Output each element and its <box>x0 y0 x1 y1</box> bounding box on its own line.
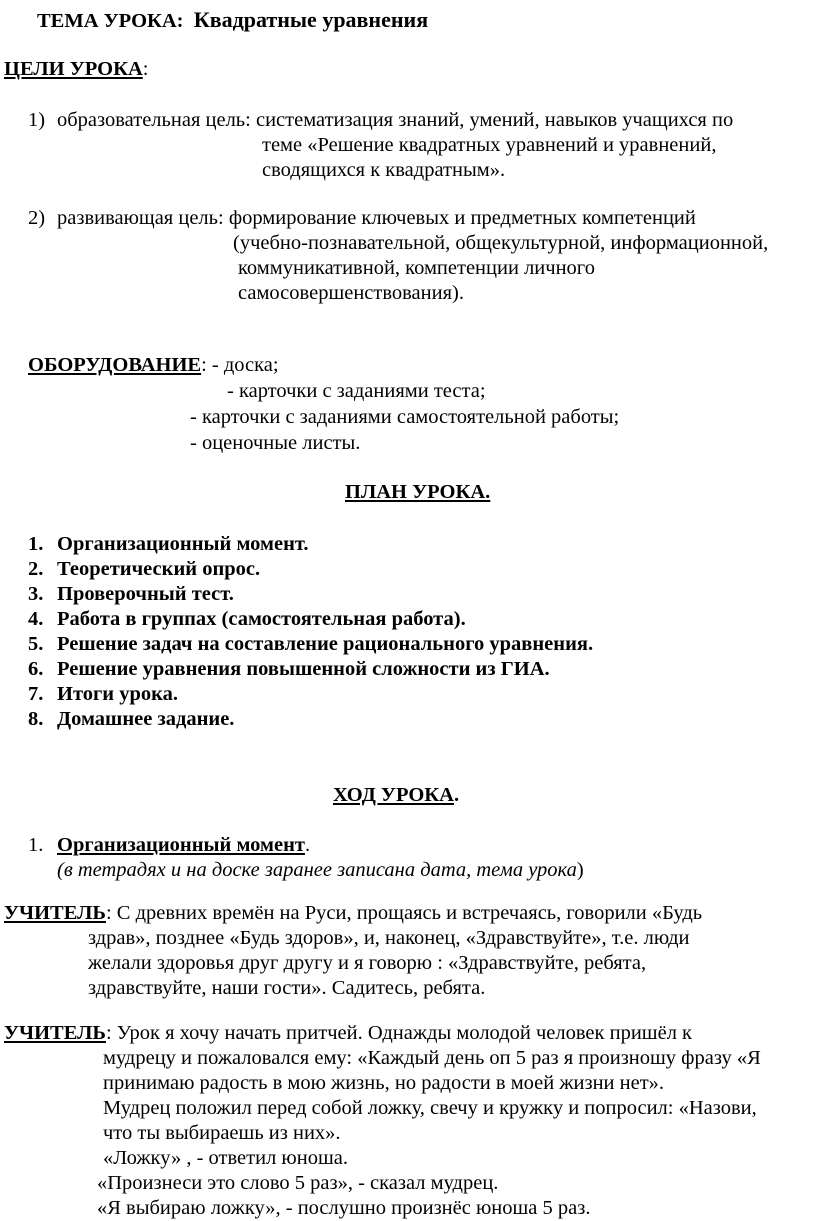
teacher-1-text-1: : С древних времён на Руси, прощаясь и встречаясь, говорили «Будь <box>105 902 703 924</box>
plan-item-2: Теоретический опрос. <box>57 558 261 580</box>
plan-item-4: Работа в группах (самостоятельная работа). <box>57 608 466 630</box>
plan-item-2-num: 2. <box>28 558 44 580</box>
goal-1-num: 1) <box>28 109 46 131</box>
teacher-2-text-6: «Ложку» , - ответил юноша. <box>103 1147 348 1169</box>
equipment-line-1 <box>28 353 279 377</box>
teacher-2-label: УЧИТЕЛЬ <box>4 1022 106 1044</box>
teacher-2-line-1 <box>4 1021 692 1045</box>
step-1-note: (в тетрадях и на доске заранее записана дата, тема урока <box>57 859 577 881</box>
goal-1-line-2: теме «Решение квадратных уравнений и уравнений, <box>262 134 717 156</box>
goal-2-line-4: самосовершенствования). <box>238 282 464 304</box>
course-heading-line <box>333 783 459 807</box>
plan-item-5-num: 5. <box>28 633 44 655</box>
teacher-1-text-2: здрав», позднее «Будь здоров», и, наконец, «Здравствуйте», т.е. люди <box>88 927 690 949</box>
goals-heading-line <box>4 57 148 81</box>
topic-label: ТЕМА УРОКА: <box>37 10 184 32</box>
step-1-dot: . <box>304 834 311 856</box>
equipment-item-1: : - доска; <box>201 354 279 376</box>
teacher-2-text-4: Мудрец положил перед собой ложку, свечу и кружку и попросил: «Назови, <box>103 1097 757 1119</box>
equipment-item-4: - оценочные листы. <box>190 432 361 454</box>
step-1-title-line <box>57 833 310 857</box>
plan-item-7-num: 7. <box>28 683 44 705</box>
teacher-2-text-2: мудрецу и пожаловался ему: «Каждый день оп 5 раз я произношу фразу «Я <box>103 1047 761 1069</box>
teacher-2-text-3: принимаю радость в мою жизнь, но радости в моей жизни нет». <box>103 1072 665 1094</box>
goal-2-line-1: развивающая цель: формирование ключевых и предметных компетенций <box>57 207 696 229</box>
goal-2-num: 2) <box>28 207 46 229</box>
plan-item-4-num: 4. <box>28 608 44 630</box>
plan-item-3: Проверочный тест. <box>57 583 234 605</box>
plan-item-8-num: 8. <box>28 708 44 730</box>
teacher-2-text-5: что ты выбираешь из них». <box>103 1122 341 1144</box>
plan-item-7: Итоги урока. <box>57 683 179 705</box>
plan-item-3-num: 3. <box>28 583 44 605</box>
topic-title: Квадратные уравнения <box>193 7 429 32</box>
equipment-heading: ОБОРУДОВАНИЕ <box>28 354 202 376</box>
plan-item-5: Решение задач на составление рационального уравнения. <box>57 633 594 655</box>
step-1-note-end: ) <box>576 859 584 881</box>
teacher-1-line-1 <box>4 901 702 925</box>
goal-1-line-1: образовательная цель: систематизация знаний, умений, навыков учащихся по <box>57 109 734 131</box>
teacher-1-text-3: желали здоровья друг другу и я говорю : «Здравствуйте, ребята, <box>88 952 647 974</box>
teacher-2-text-7: «Произнеси это слово 5 раз», - сказал мудрец. <box>97 1172 499 1194</box>
course-heading-dot: . <box>453 784 460 806</box>
teacher-1-text-4: здравствуйте, наши гости». Садитесь, ребята. <box>88 977 486 999</box>
teacher-2-text-1: : Урок я хочу начать притчей. Однажды молодой человек пришёл к <box>105 1022 693 1044</box>
goals-colon: : <box>142 58 149 80</box>
goal-1-line-3: сводящихся к квадратным». <box>262 159 506 181</box>
plan-item-1: Организационный момент. <box>57 533 309 555</box>
step-1-title: Организационный момент <box>57 834 305 856</box>
teacher-1-label: УЧИТЕЛЬ <box>4 902 106 924</box>
goal-2-line-2: (учебно-познавательной, общекультурной, информационной, <box>233 232 769 254</box>
plan-item-1-num: 1. <box>28 533 44 555</box>
lesson-topic <box>37 8 428 33</box>
goal-2-line-3: коммуникативной, компетенции личного <box>238 257 595 279</box>
plan-item-8: Домашнее задание. <box>57 708 235 730</box>
equipment-item-2: - карточки с заданиями теста; <box>227 380 486 402</box>
step-1-note-line <box>57 858 584 882</box>
plan-heading: ПЛАН УРОКА. <box>345 481 491 503</box>
course-heading: ХОД УРОКА <box>333 784 454 806</box>
step-1-num: 1. <box>28 834 44 856</box>
plan-item-6-num: 6. <box>28 658 44 680</box>
plan-item-6: Решение уравнения повышенной сложности из ГИА. <box>57 658 550 680</box>
teacher-2-text-8: «Я выбираю ложку», - послушно произнёс юноша 5 раз. <box>97 1197 591 1219</box>
goals-heading: ЦЕЛИ УРОКА <box>4 58 143 80</box>
equipment-item-3: - карточки с заданиями самостоятельной работы; <box>190 406 620 428</box>
